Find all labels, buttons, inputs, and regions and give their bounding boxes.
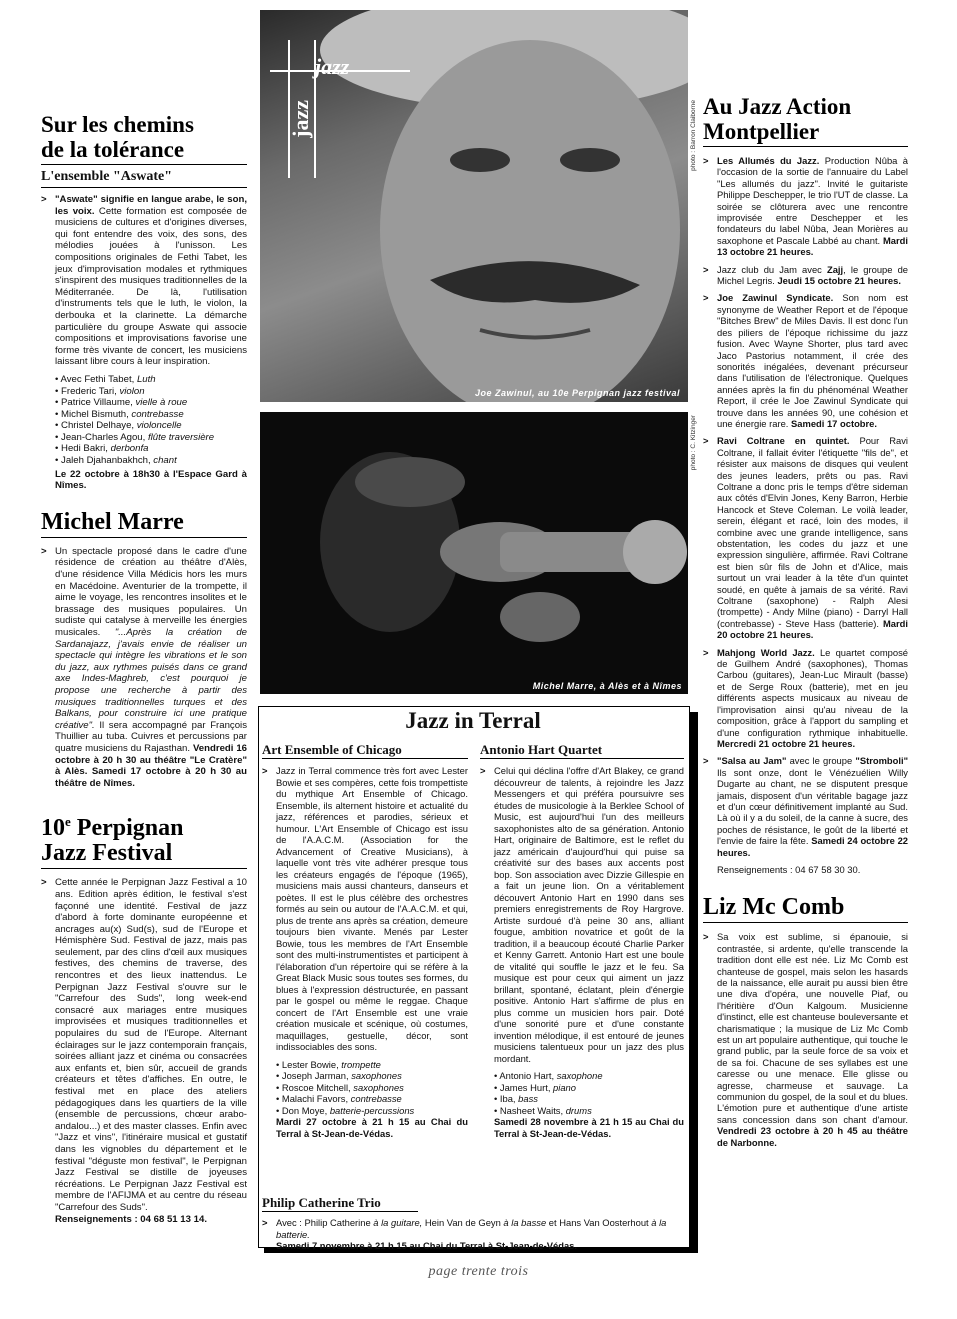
event-name: Zajj	[826, 263, 844, 275]
lineup-item	[276, 1105, 468, 1117]
title-text: Perpignan	[76, 815, 184, 842]
page-number: page trente trois	[428, 1264, 529, 1279]
paragraph	[480, 765, 684, 1064]
photo-joe-zawinul	[260, 10, 688, 402]
body-text: Sa voix est sublime, si épanouie, si contrastée, si ardente, qu'elle transcende la tradition dont elle est née. Liz Mc Comb est chanteuse de gospel, mais selon les hasards de la naissance, elle aurait pu aussi bien être une diva d'opéra, une nouvelle Piaf, ou l'héritière d'Oun Kalgoum. Musicienne d'instinct, elle est chanteuse bouleversante et charismatique ; la musique de Liz Mc Comb est un art populaire authentique, qui touche le grand public, par la seule force de sa voix et de sa foi. Chacune de ses syllabes est une caresse ou une menace. Elle glisse ou agresse, charmeuse et sauvage. La communion du gospel, de la soul et du blues. L'émotion pure et authentique d'une artiste sans concession dans son chant d'amour.	[717, 931, 908, 1125]
left-column	[41, 112, 247, 1231]
bullet-marker: >	[262, 765, 268, 776]
section-title-tolerance	[41, 112, 247, 165]
musician-role: vielle à roue	[135, 397, 188, 409]
photo-caption: Michel Marre, à Alès et à Nîmes	[532, 681, 682, 691]
body-text: Il sera accompagné par François Thuillier au tuba. Cuivres et percussions par quatre musiciens du Rajasthan.	[55, 719, 247, 754]
bullet-marker: >	[41, 194, 47, 205]
musician-role: contrebasse	[131, 408, 184, 420]
body-text: avec le groupe	[789, 755, 853, 767]
bullet-marker: >	[703, 931, 709, 943]
musician-name: • Antonio Hart,	[494, 1070, 557, 1081]
event-item	[703, 292, 908, 429]
pct-heading: Philip Catherine Trio	[262, 1195, 418, 1212]
bullet-marker: >	[703, 263, 709, 275]
musician-name: • Lester Bowie,	[276, 1058, 342, 1070]
musician-role: saxophones	[351, 1070, 402, 1081]
event-date: Samedi 24 octobre 22 heures.	[717, 835, 908, 858]
section-body	[703, 931, 908, 1148]
event-date: Vendredi 23 octobre à 20 h 45 au théâtre de Narbonne.	[717, 1125, 908, 1148]
terral-box-shadow	[689, 712, 698, 1253]
musician-name: • Michel Bismuth,	[55, 408, 132, 420]
event-item	[703, 435, 908, 640]
body-text: Le quartet composé de Guilhem André (saxophones), Thomas Carbou (guitares), Jean-Luc Mirault (basse) et de Serge Roux (batterie), met en jeu différents aspects musicaux au niveau de l'improvisation ainsi qu'au niveau de la composition, grâce à l'apport du sampling et d'une configuration rythmique inhabituelle.	[717, 646, 908, 738]
bullet-marker: >	[703, 435, 709, 447]
section-body	[41, 877, 247, 1225]
lead-text: "Aswate" signifie en langue arabe, le son, les voix.	[55, 194, 247, 217]
body-text: Cette formation est composée de musiciens de cultures et d'origines diverses, qui font entendre des voix, des sons, des mélodies jouées à l'unisson. Les compositions originales de Fethi Tabet, les jeux d'improvisation modales et rythmiques s'inspirent des musiques traditionnelles de la Méditerranée. De là, l'utilisation d'instruments tels que le luth, le violon, la derbouka et la clarinette. La démarche particulière du groupe Aswate qui associe compositions et improvisations favorise une forme très vivante de concert, les musiciens laissant libre cours à leur inspiration.	[55, 205, 247, 368]
event-name: Joe Zawinul Syndicate.	[717, 292, 834, 304]
event-date: Samedi 17 octobre.	[791, 417, 877, 429]
title-line: Montpellier	[703, 119, 820, 144]
text: Avec : Philip Catherine	[276, 1217, 371, 1228]
paragraph	[703, 931, 908, 1148]
paragraph	[41, 194, 247, 368]
bullet-marker: >	[480, 765, 486, 776]
title-line: Au Jazz Action	[703, 94, 852, 119]
lineup-item	[494, 1105, 684, 1117]
body-text: Ils sont onze, dont le Vénézuélien Willy Dugarte au chant, ne se disputent presque jamais, disposent d'un véritable bagage jazz et d'un cœur définitivement implanté au Sud. Là où il y a du soleil, de la canne à sucre, des poches de résistance, le goût de la liberté et l'envie de faire la fête.	[717, 766, 908, 847]
photo-credit: photo : Barron Claiborne	[690, 100, 697, 171]
title-line: Sur les chemins	[41, 112, 194, 137]
ahq-heading: Antonio Hart Quartet	[480, 742, 684, 759]
musician-role: saxophones	[353, 1081, 404, 1093]
musician-role: piano	[553, 1081, 576, 1093]
event-item	[703, 647, 908, 750]
body-text: , le groupe de Michel Legris.	[717, 263, 908, 287]
photo-credit: photo : C. Kitzinger	[690, 415, 697, 471]
lineup-item	[55, 455, 247, 467]
musician-name: • James Hurt,	[494, 1081, 554, 1093]
lineup-item	[55, 432, 247, 444]
lineup-item	[55, 397, 247, 409]
contact-info: Renseignements : 04 68 51 13 14.	[55, 1213, 207, 1225]
jazz-tag-label: jazz	[315, 54, 350, 79]
event-date: Mercredi 21 octobre 21 heures.	[717, 737, 856, 749]
bullet-marker: >	[41, 545, 47, 557]
jazz-tag-vertical: jazz	[288, 100, 313, 138]
section-body	[41, 194, 247, 492]
lineup-item	[276, 1059, 468, 1071]
bullet-marker: >	[703, 155, 709, 166]
event-item	[703, 264, 908, 287]
musician-name: • Christel Delhaye,	[55, 420, 137, 432]
lineup-item	[55, 420, 247, 432]
paragraph	[41, 877, 247, 1225]
bullet-marker: >	[703, 755, 709, 767]
section-title-perpignan	[41, 809, 247, 869]
lineup-list	[276, 1059, 468, 1117]
event-date: Vendredi 16 octobre à 20 h 30 au théâtre "Le Cratère" à Alès. Samedi 17 octobre à 20 h 30 au théâtre de Nîmes.	[55, 742, 248, 789]
paragraph	[41, 546, 247, 789]
lineup-item	[494, 1082, 684, 1094]
musician-role: drums	[565, 1104, 592, 1116]
body-text: Pour Ravi Coltrane, il fallait éviter l'étiquette "fils de", et résister aux maisons de disques qui veulent des jeunes leaders, prêts ou pas. Ravi Coltrane a donc pris le temps d'être sideman aux côtés d'Elvin Jones, Keny Barron, Herbie Hancock et Steve Coleman. Le voilà leader, serein, élégant et racé, loin des modes, il combine avec une grande intelligence, sans obstentation, les codes du jazz et une expression singulière, affirmée. Ravi Coltrane est bien sûr fils de John et d'Alice, mais surtout un vrai leader à la tête d'un quintet soudé, en quête à jamais de sa vérité. Ravi Coltrane (saxophone) - Ralph Alesi (trompette) - Andy Milne (piano) - Darryl Hall (contrebasse) - Steve Hass (batterie).	[717, 435, 908, 629]
terral-pct	[262, 1195, 682, 1258]
role: à la guitare,	[373, 1217, 423, 1228]
body-text: Jazz club du Jam avec	[717, 263, 822, 275]
body-text: Son nom est synonyme de Weather Report et de l'époque "Bitches Brew" de Miles Davis. Il est donc l'un des piliers de l'époque richissime du jazz fusion. Avec Wayne Shorter, plus tard avec Jaco Pastorius notamment, il crée des sonorités inégalées, devenant précurseur dans l'utilisation de l'électronique. Quelques années après la fin du phénoménal Weather Report, il crée le Joe Zawinul Syndicate qui trouve dans les années 90, une cohésion et une énergie rare.	[717, 292, 908, 429]
lineup-item	[276, 1070, 468, 1082]
aec-body	[262, 765, 468, 1139]
role: à la batterie.	[276, 1217, 667, 1240]
event-date: Samedi 28 novembre à 21 h 15 au Chai du Terral à St-Jean-de-Védas.	[494, 1116, 684, 1139]
musician-name: • Jean-Charles Agou,	[55, 431, 148, 443]
ahq-body	[480, 765, 684, 1139]
event-date: Jeudi 15 octobre 21 heures.	[777, 275, 901, 287]
title-sup: e	[65, 814, 71, 830]
event-name: Ravi Coltrane en quintet.	[717, 435, 850, 447]
musician-name: • Nasheet Waits,	[494, 1104, 566, 1116]
lineup-list	[55, 374, 247, 467]
event-name: "Salsa au Jam"	[717, 755, 787, 767]
musician-role: batterie-percussions	[329, 1104, 415, 1116]
photo-caption: Joe Zawinul, au 10e Perpignan jazz festival	[474, 388, 680, 398]
lineup-item	[494, 1070, 684, 1082]
title-line: de la tolérance	[41, 137, 185, 162]
musician-name: • Iba,	[494, 1093, 519, 1104]
section-body	[703, 155, 908, 875]
section-body	[41, 546, 247, 789]
title-number: 10	[41, 815, 65, 842]
bullet-marker: >	[262, 1217, 268, 1228]
musician-name: • Jaleh Djahanbakhch,	[55, 455, 154, 467]
title-line: Jazz Festival	[41, 840, 173, 867]
lineup-item	[55, 443, 247, 455]
body-text: Cette année le Perpignan Jazz Festival a 10 ans. Edition après édition, le festival s'est façonné une identité. Festival de jazz d'abord à forte dominante européenne et ancrages au(x) Sud(s), sud de l'Europe et Hémisphère Sud. Festival de jazz, mais pas seulement, par des clins d'œil aux musiques festives, des chemins de traverse, des rencontres et des lieux inattendus. Le Perpignan Jazz Festival s'ouvre sur le "Carrefour des Suds", long week-end consacré aux mariages entre musiques improvisées et musiques traditionnelles et populaires du sud de l'Europe. Alternant éclairages sur le jazz contemporain français, soirées alliant jazz et cinéma ou consacrées aux enfants et, bien sûr, accueil de grands créateurs et têtes d'affiches. En outre, le festival met en place des ateliers pédagogiques dans les quartiers de la ville (ensemble de percussions, chœur arabo-andalou...) et des master classes. Enfin avec "Jazz et vins", l'itinéraire musical et gustatif dans les vignobles du département et le festival "déguste mon festival", le Perpignan Jazz Festival se distille de joyeuses récréations. Le Perpignan Jazz Festival est membre de l'AFIJMA et au centre du réseau "Carrefour des Suds".	[55, 877, 247, 1213]
musician-name: • Avec Fethi Tabet,	[55, 373, 137, 385]
body-text: Jazz in Terral commence très fort avec Lester Bowie et ses compères, cette fois trompettiste du mythique Art Ensemble of Chicago. Ensemble, ils alternent histoire et actualité du jazz, références et parodies, sérieux et humour. L'Art Ensemble of Chicago est issu de l'A.A.C.M. (Association for the Advancement of Creative Musicians), à laquelle vont très vite adhérer presque tous les créateurs engagés de l'époque (1965), musiciens mais aussi chanteurs, danseurs et poètes. Il est le plus célèbre des orchestres formés au sein ou autour de l'A.A.C.M. et qui, plus de trente ans après sa création, demeure toujours bien vivante. Menés par Lester Bowie, tous les membres de l'Art Ensemble sont des multi-instrumentistes et participent à l'élaboration d'un répertoire qui se réfère à la Great Black Music sous toutes ses formes, du blues à l'expression déstructurée, en passant par le gospel ou même le reggae. Chaque concert de l'Art Ensemble est une vraie création musicale et scénique, où costumes, maquillages, gestuelle, décor, sont indissociables des sons.	[276, 765, 468, 1052]
musician-role: contrebasse	[350, 1093, 402, 1104]
event-name: Les Allumés du Jazz.	[717, 155, 820, 166]
musician-role: Luth	[136, 373, 156, 385]
section-title-jazz-action	[703, 94, 908, 147]
lineup-item	[55, 374, 247, 386]
role: à la basse	[503, 1217, 547, 1228]
event-date: Mardi 27 octobre à 21 h 15 au Chai du Terral à St-Jean-de-Védas.	[276, 1116, 468, 1139]
text: Hein Van de Geyn	[424, 1217, 501, 1228]
aec-heading: Art Ensemble of Chicago	[262, 742, 468, 759]
musician-role: violoncelle	[136, 420, 182, 432]
musician-name: • Patrice Villaume,	[55, 397, 136, 409]
musician-role: bass	[518, 1093, 538, 1104]
bullet-marker: >	[41, 877, 47, 889]
musician-role: derbonfa	[110, 443, 149, 455]
title-line	[41, 809, 247, 841]
lineup-item	[55, 386, 247, 398]
paragraph	[262, 765, 468, 1053]
musician-name: • Frederic Tari,	[55, 385, 120, 397]
lineup-list	[494, 1070, 684, 1116]
event-name: Mahjong World Jazz.	[717, 646, 815, 658]
lineup-item	[55, 409, 247, 421]
photo-michel-marre	[260, 412, 688, 694]
event-item	[703, 155, 908, 258]
event-date: Samedi 7 novembre à 21 h 15 au Chai du Terral à St-Jean-de-Védas.	[276, 1240, 577, 1251]
section-title-liz-mccomb: Liz Mc Comb	[703, 895, 908, 923]
quote-text: "...Après la création de Sardanajazz, j'avais envie de réaliser un spectacle qui intègre les vibrations et le son du jazz, aux rythmes puisés dans ce grand axe Indes-Maghreb, c'est pourquoi je propose une recherche à partir des musiques traditionnelles turques et des Balkans, pour construire ici une pratique créative".	[55, 627, 247, 731]
paragraph	[262, 1217, 682, 1252]
contact-info: Renseignements : 04 67 58 30 30.	[717, 863, 861, 875]
musician-role: flûte traversière	[147, 431, 215, 443]
event-date: Mardi 20 octobre 21 heures.	[717, 617, 909, 641]
musician-name: • Joseph Jarman,	[276, 1070, 352, 1081]
event-date: Mardi 13 octobre 21 heures.	[717, 234, 909, 258]
lineup-item	[276, 1093, 468, 1105]
bullet-marker: >	[703, 646, 709, 658]
trumpet-illustration	[260, 412, 688, 694]
event-name: "Stromboli"	[855, 755, 909, 767]
section-title-michel-marre: Michel Marre	[41, 510, 247, 538]
musician-role: violon	[119, 385, 145, 397]
event-item	[703, 755, 908, 858]
right-column	[703, 94, 908, 1154]
terral-col-ahq	[480, 742, 684, 1139]
terral-title: Jazz in Terral	[405, 708, 541, 733]
body-text: Celui qui déclina l'offre d'Art Blakey, ce grand découvreur de talents, à rejoindre les Jazz Messengers et qui préféra poursuivre ses études de musicologie à la Berklee School of Music, est aujourd'hui l'un des meilleurs saxophonistes alto de sa génération. Antonio Hart, originaire de Baltimore, est le reflet du jazz américain d'aujourd'hui qui puise sa créativité sur des bases aux accents post bop. Son association avec Dizzie Gillespie en a fait un jeune lion. On a véritablement découvert Antonio Hart en 1990 dans ses premiers enregistrements de Roy Hargrove. Artiste surdoué d'à peine 30 ans, alliant fougue, ambition novatrice et goût de la tradition, il a beaucoup écouté Charlie Parker et Kenny Garrett. Antonio Hart est une boule de vitalité qui souffle le jazz et le feu. Sa musique est pour ceux qui aiment un jazz brillant, spontané, éclatant, plein d'énergie positive. Antonio Hart s'affirme de plus en plus comme un musicien hors pair. Doté d'une sonorité pure et d'une constante invention mélodique, il est entouré de jeunes musiciens talentueux pour un jazz des plus mordant.	[494, 765, 684, 1064]
musician-name: • Roscoe Mitchell,	[276, 1081, 354, 1093]
musician-role: saxophone	[556, 1070, 603, 1081]
body-text: Un spectacle proposé dans le cadre d'une résidence de création au théâtre d'Alès, d'une résidence Villa Médicis hors les murs en Macédoine. Aventurier de la trompette, il aime le voyage, les rencontres insolites et le brassage des musiques populaires. Un sudiste qui catalyse à merveille les énergies musicales.	[55, 545, 247, 638]
musician-name: • Malachi Favors,	[276, 1093, 351, 1104]
musician-name: • Don Moye,	[276, 1104, 330, 1116]
musician-role: trompette	[341, 1058, 381, 1070]
pct-body	[262, 1217, 682, 1252]
body-text: Production Nûba à l'occasion de la sortie de l'annuaire du Label "Les allumés du jazz". Invité le guitariste Philippe Deschepper, le trio l'UT de classe. La soirée se clôturera avec une rencontre improvisée entre Deschepper et les fondateurs du label Nûba, Jean Morières au saxophone et Pascale Labbé au chant.	[717, 155, 908, 246]
section-subtitle: L'ensemble "Aswate"	[41, 169, 247, 188]
event-date: Le 22 octobre à 18h30 à l'Espace Gard à Nîmes.	[55, 468, 247, 492]
text: et Hans Van Oosterhout	[548, 1217, 649, 1228]
lineup-item	[494, 1093, 684, 1105]
bullet-marker: >	[703, 292, 709, 304]
musician-name: • Hedi Bakri,	[55, 443, 111, 455]
terral-col-aec	[262, 742, 468, 1139]
musician-role: chant	[153, 455, 177, 467]
lineup-item	[276, 1082, 468, 1094]
